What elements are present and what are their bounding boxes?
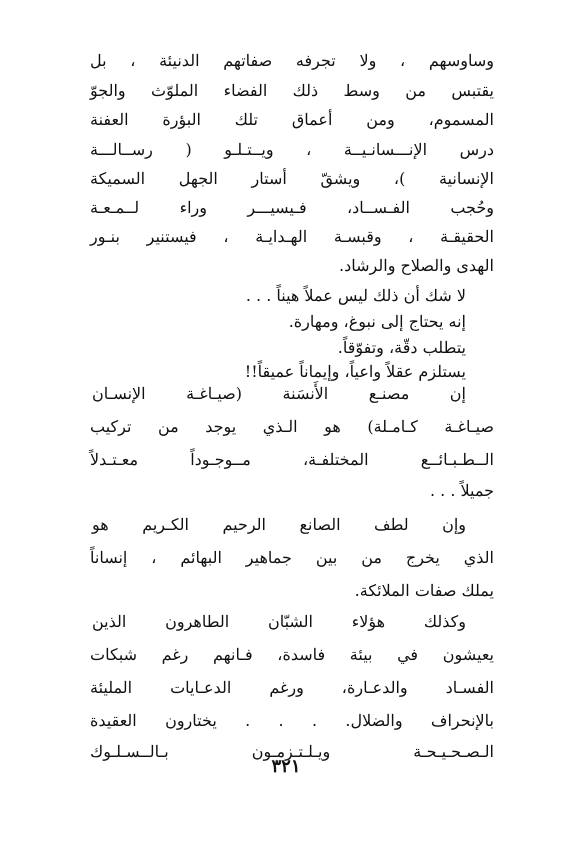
text-line: وحُجب الفـســاد، فـيسيـــر وراء لــمـعـة — [90, 198, 494, 217]
text-line: الذي يخرج من بين جماهير البهائم ، إنساناً — [90, 548, 494, 567]
text-line: إنه يحتاج إلى نبوغ، ومهارة. — [288, 312, 466, 331]
text-line: وساوسهم ، ولا تجرفه صفاتهم الدنيئة ، بل — [90, 51, 494, 70]
text-line: الـصـحـيـحـة ويـلـتـزمـون بـالــسـلـوك — [90, 742, 494, 761]
text-line: وإن لطف الصانع الرحيم الكـريم هو — [92, 515, 466, 534]
text-line: يستلزم عقلاً واعياً، وإيماناً عميقاً!! — [244, 362, 466, 381]
text-line: يملك صفات الملائكة. — [354, 581, 494, 600]
text-line: الفسـاد والدعـارة، ورغم الدعـايات المليئة — [90, 678, 494, 697]
text-line: المسموم، ومن أعماق تلك البؤرة العفنة — [90, 110, 494, 129]
text-line: يعيشون في بيئة فاسدة، فـانهم رغم شبكات — [90, 645, 494, 664]
text-line: يقتبس من وسط ذلك الفضاء الملوّث والجوّ — [90, 81, 494, 100]
text-line: الإنسانية )، ويشقّ أستار الجهل السميكة — [90, 169, 494, 188]
text-line: بالإنحراف والضلال. . . . يختارون العقيدة — [90, 711, 494, 730]
text-line: الهدى والصلاح والرشاد. — [339, 256, 494, 275]
text-line: إن مصنـع الأَنسَنة (صيـاغـة الإنسـان — [92, 384, 466, 403]
text-line: وكذلك هؤلاء الشبّان الطاهرون الذين — [92, 612, 466, 631]
text-line: لا شك أن ذلك ليس عملاً هيناً . . . — [245, 286, 466, 305]
text-line: الــطـبـائــع المختلفـة، مــوجـوداً معـتـدلاً — [90, 450, 494, 469]
text-line: جميلاً . . . — [429, 481, 494, 500]
text-line: الحقيقـة ، وقبسـة الهـدايـة ، فيستنير بنـور — [90, 227, 494, 246]
text-line: درس الإنـــسانـيــة ، ويــتـلـو ( رســالـــة — [90, 140, 494, 159]
page-number: ٣٢١ — [271, 756, 301, 777]
text-line: صيـاغـة كـامـلة) هو الـذي يوجد من تركيب — [90, 417, 494, 436]
text-line: يتطلب دقّة، وتفوّقاً. — [337, 338, 466, 357]
